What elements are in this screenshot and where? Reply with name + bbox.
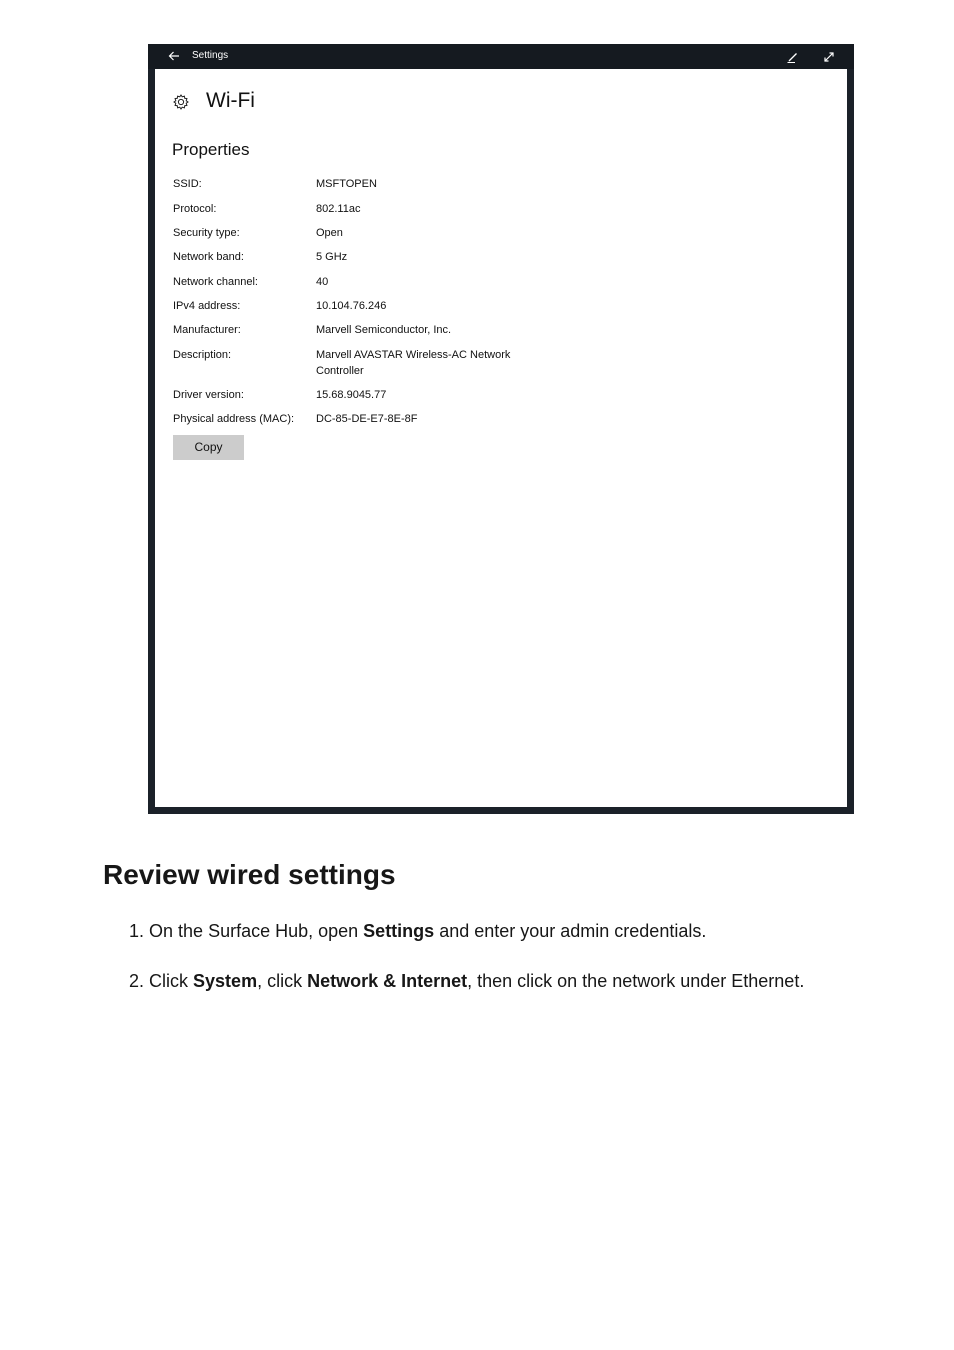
section-heading: Review wired settings [103,859,396,890]
property-label: Manufacturer: [173,324,241,336]
property-label: Network band: [173,251,244,263]
ui-term-network-internet: Network & Internet [307,971,468,991]
gear-icon [172,93,190,111]
step-number: 2. [129,971,145,991]
property-value: 802.11ac [316,203,361,215]
property-value: 10.104.76.246 [316,300,387,312]
settings-screenshot [148,44,854,814]
step-text: , click [257,971,308,991]
pen-icon[interactable] [786,50,800,64]
property-label: Network channel: [173,276,258,288]
expand-icon[interactable] [822,50,836,64]
back-arrow-icon[interactable] [167,49,181,63]
step-item [129,918,929,944]
step-text: , then click on the network under Ethernet. [467,971,805,991]
window-title: Settings [192,50,229,61]
ui-term-settings: Settings [363,921,435,941]
property-value: 15.68.9045.77 [316,389,387,401]
page-title: Wi-Fi [206,89,255,112]
property-value: DC-85-DE-E7-8E-8F [316,413,418,425]
property-value: Marvell AVASTAR Wireless-AC Network Controller [316,349,511,377]
property-label: Description: [173,349,232,361]
ui-term-system: System [193,971,258,991]
property-label: SSID: [173,178,202,190]
copy-button[interactable]: Copy [173,435,244,460]
property-label: Security type: [173,227,240,239]
property-value: Marvell Semiconductor, Inc. [316,324,452,336]
property-label: Driver version: [173,389,244,401]
property-value: Open [316,227,343,239]
step-text: and enter your admin credentials. [434,921,707,941]
title-bar [148,44,854,69]
property-value: 40 [316,276,329,288]
steps-list [129,918,929,1018]
section-title: Properties [172,140,250,159]
step-text: On the Surface Hub, open [149,921,364,941]
property-value: 5 GHz [316,251,348,263]
settings-content [155,69,847,807]
property-label: Physical address (MAC): [173,413,295,425]
property-label: Protocol: [173,203,217,215]
step-text: Click [149,971,194,991]
property-label: IPv4 address: [173,300,241,312]
step-item [129,968,929,994]
property-value: MSFTOPEN [316,178,377,190]
step-number: 1. [129,921,145,941]
